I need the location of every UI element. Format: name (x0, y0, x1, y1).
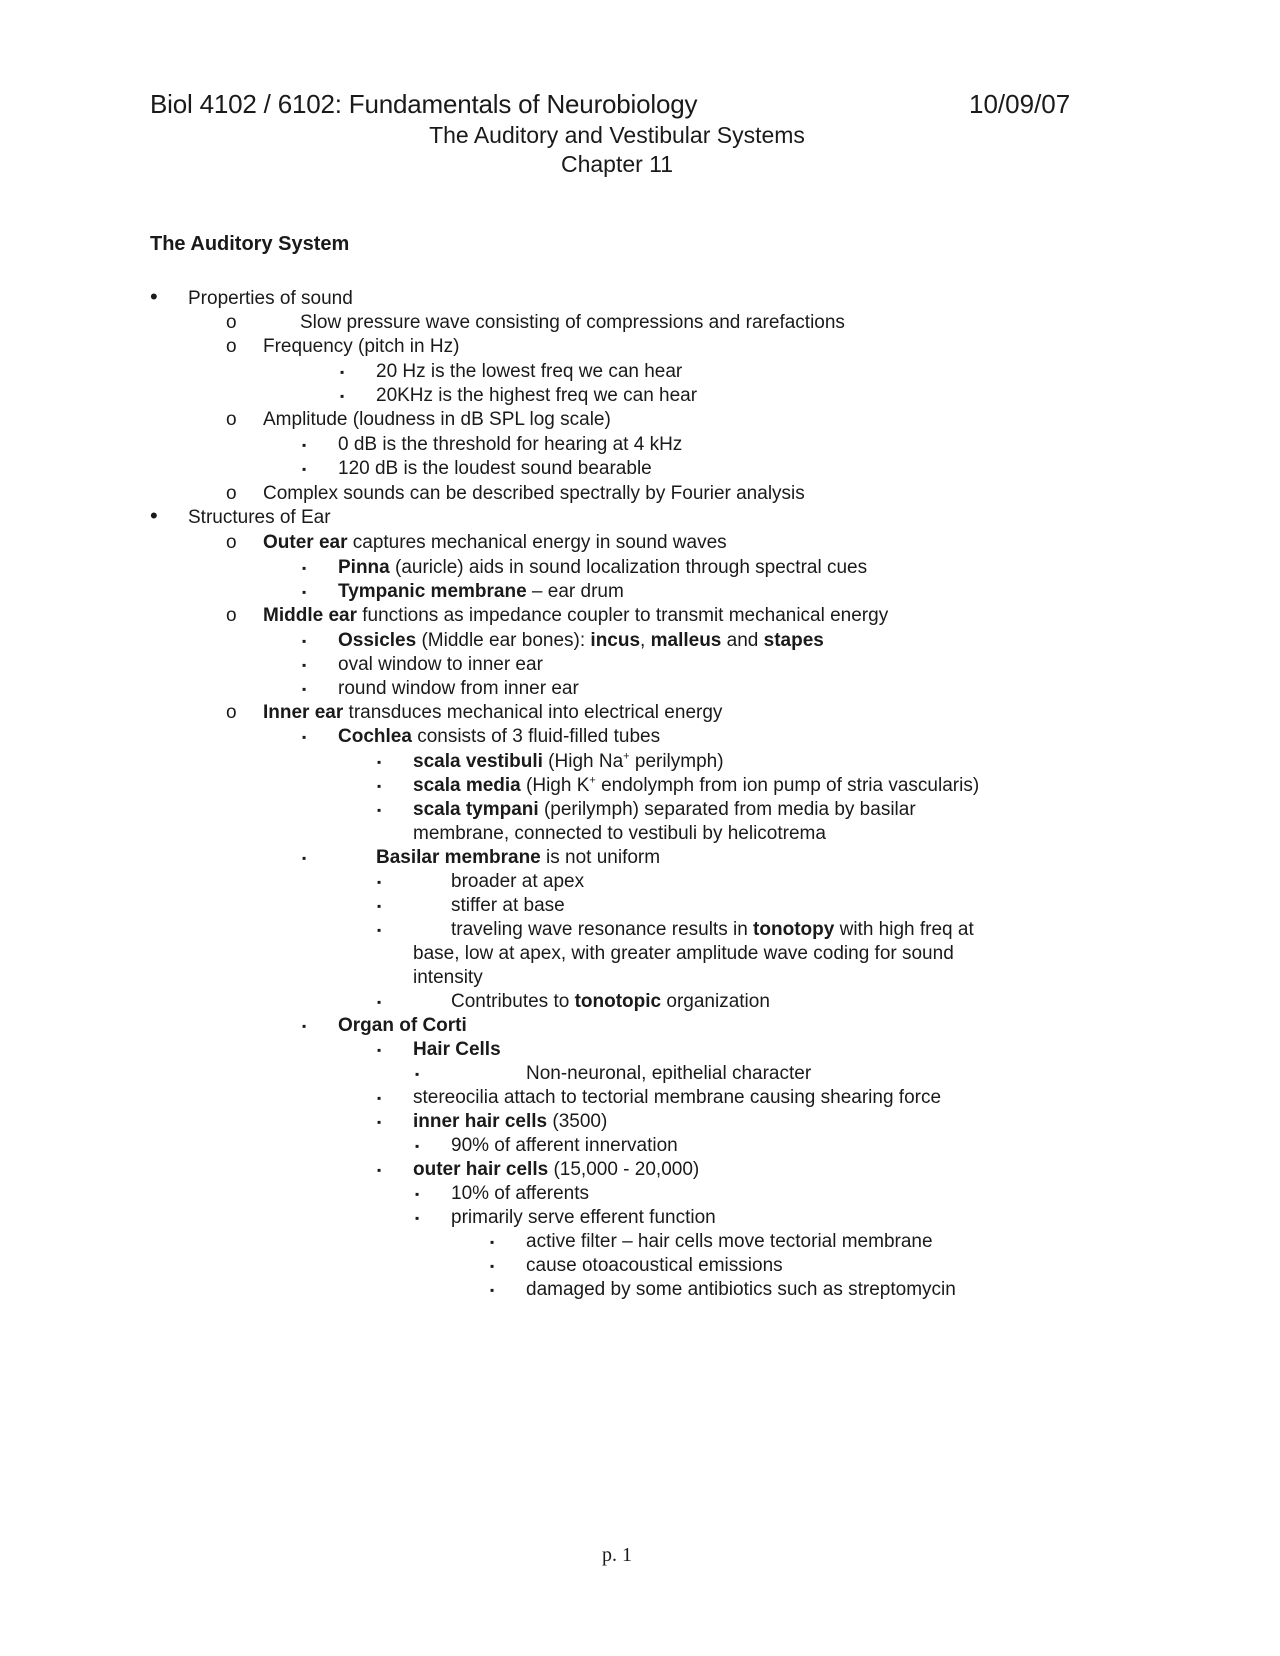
list-item: 20KHz is the highest freq we can hear (376, 385, 698, 406)
term: Inner ear (263, 702, 344, 723)
text: perilymph) (629, 751, 724, 772)
list-item: Frequency (pitch in Hz) (263, 336, 460, 357)
square-marker: ▪ (377, 875, 382, 889)
square-marker: ▪ (490, 1235, 495, 1249)
square-marker: ▪ (377, 995, 382, 1009)
list-item (451, 918, 974, 942)
square-marker: ▪ (377, 1163, 382, 1177)
square-marker: ▪ (377, 803, 382, 817)
text: transduces mechanical into electrical energy (343, 702, 723, 723)
list-item (413, 774, 979, 798)
superscript: + (623, 750, 630, 763)
list-item-continuation: intensity (413, 967, 483, 988)
square-marker: ▪ (302, 1019, 307, 1033)
text: with high freq at (834, 919, 974, 940)
chapter-label: Chapter 11 (560, 151, 674, 177)
square-marker: ▪ (415, 1139, 420, 1153)
term: Middle ear (263, 605, 357, 626)
square-marker: ▪ (302, 634, 307, 648)
square-marker: ▪ (302, 851, 307, 865)
list-item: Non-neuronal, epithelial character (526, 1063, 812, 1084)
list-item: Properties of sound (188, 288, 353, 309)
square-marker: ▪ (377, 755, 382, 769)
text: traveling wave resonance results in (451, 919, 754, 940)
square-marker: ▪ (415, 1187, 420, 1201)
term: Basilar membrane (376, 847, 541, 868)
term: scala tympani (413, 799, 539, 820)
circle-marker: o (226, 336, 237, 357)
document-date: 10/09/07 (969, 89, 1071, 119)
term: malleus (650, 630, 722, 651)
square-marker: ▪ (377, 899, 382, 913)
square-marker: ▪ (377, 1043, 382, 1057)
text: organization (661, 991, 770, 1012)
square-marker: ▪ (340, 389, 345, 403)
list-item: active filter – hair cells move tectorial membrane (526, 1231, 933, 1252)
text: functions as impedance coupler to transmit mechanical energy (356, 605, 889, 626)
square-marker: ▪ (302, 682, 307, 696)
square-marker: ▪ (302, 585, 307, 599)
text: (auricle) aids in sound localization through spectral cues (389, 557, 868, 578)
term: Organ of Corti (338, 1015, 467, 1036)
list-item: primarily serve efferent function (451, 1207, 716, 1228)
term: outer hair cells (413, 1159, 549, 1180)
term: scala vestibuli (413, 751, 543, 772)
circle-marker: o (226, 312, 237, 333)
list-item: Slow pressure wave consisting of compressions and rarefactions (300, 312, 845, 333)
list-item: Structures of Ear (188, 507, 331, 528)
term: Cochlea (338, 726, 412, 747)
list-item (413, 1158, 699, 1182)
list-item (376, 846, 660, 870)
square-marker: ▪ (302, 658, 307, 672)
bullet-marker: • (150, 503, 158, 528)
square-marker: ▪ (302, 462, 307, 476)
term: scala media (413, 775, 521, 796)
square-marker: ▪ (302, 730, 307, 744)
circle-marker: o (226, 532, 237, 553)
list-item: round window from inner ear (338, 678, 579, 699)
list-item: stiffer at base (451, 895, 565, 916)
list-item (413, 1038, 501, 1062)
list-item: 20 Hz is the lowest freq we can hear (376, 361, 683, 382)
list-item (263, 531, 727, 555)
list-item (413, 750, 724, 774)
text: is not uniform (540, 847, 661, 868)
list-item: oval window to inner ear (338, 654, 543, 675)
text: captures mechanical energy in sound waves (347, 532, 727, 553)
text: (3500) (547, 1111, 608, 1132)
square-marker: ▪ (377, 1091, 382, 1105)
list-item: Amplitude (loudness in dB SPL log scale) (263, 409, 611, 430)
term: stapes (763, 630, 824, 651)
list-item (413, 798, 916, 822)
term: Outer ear (263, 532, 348, 553)
list-item (338, 725, 660, 749)
list-item-continuation: membrane, connected to vestibuli by helicotrema (413, 823, 826, 844)
term: tonotopy (753, 919, 835, 940)
text: endolymph from ion pump of stria vascularis) (595, 775, 980, 796)
square-marker: ▪ (377, 779, 382, 793)
list-item (338, 580, 624, 604)
document-subtitle: The Auditory and Vestibular Systems (429, 122, 805, 148)
square-marker: ▪ (490, 1259, 495, 1273)
list-item (338, 1014, 467, 1038)
term: inner hair cells (413, 1111, 548, 1132)
list-item: stereocilia attach to tectorial membrane causing shearing force (413, 1087, 942, 1108)
list-item: 0 dB is the threshold for hearing at 4 kHz (338, 434, 683, 455)
list-item-continuation: base, low at apex, with greater amplitude wave coding for sound (413, 943, 954, 964)
list-item: 10% of afferents (451, 1183, 590, 1204)
text: , (640, 630, 651, 651)
text: (Middle ear bones): (416, 630, 591, 651)
term: Hair Cells (413, 1039, 501, 1060)
page-number: p. 1 (602, 1544, 632, 1566)
list-item (263, 701, 722, 725)
square-marker: ▪ (302, 438, 307, 452)
list-item (263, 604, 888, 628)
circle-marker: o (226, 605, 237, 626)
list-item: cause otoacoustical emissions (526, 1255, 783, 1276)
list-item: 120 dB is the loudest sound bearable (338, 458, 652, 479)
term: Tympanic membrane (338, 581, 527, 602)
list-item (338, 556, 867, 580)
section-heading: The Auditory System (150, 233, 350, 255)
list-item (413, 1110, 607, 1134)
list-item: broader at apex (451, 871, 585, 892)
text: and (721, 630, 764, 651)
square-marker: ▪ (340, 365, 345, 379)
text: (High K (520, 775, 590, 796)
square-marker: ▪ (415, 1067, 420, 1081)
text: (High Na (542, 751, 624, 772)
list-item (338, 629, 824, 653)
square-marker: ▪ (415, 1211, 420, 1225)
circle-marker: o (226, 483, 237, 504)
text: – ear drum (526, 581, 624, 602)
square-marker: ▪ (302, 561, 307, 575)
term: Pinna (338, 557, 390, 578)
square-marker: ▪ (377, 1115, 382, 1129)
text: (15,000 - 20,000) (548, 1159, 700, 1180)
term: Ossicles (338, 630, 417, 651)
bullet-marker: • (150, 284, 158, 309)
list-item (451, 990, 770, 1014)
list-item: damaged by some antibiotics such as streptomycin (526, 1279, 956, 1300)
course-title: Biol 4102 / 6102: Fundamentals of Neurobiology (150, 89, 698, 119)
text: consists of 3 fluid-filled tubes (411, 726, 661, 747)
text: (perilymph) separated from media by basilar (538, 799, 916, 820)
superscript: + (589, 774, 596, 787)
square-marker: ▪ (490, 1283, 495, 1297)
circle-marker: o (226, 702, 237, 723)
text: Contributes to (451, 991, 575, 1012)
term: incus (590, 630, 641, 651)
square-marker: ▪ (377, 923, 382, 937)
term: tonotopic (574, 991, 662, 1012)
list-item: 90% of afferent innervation (451, 1135, 678, 1156)
list-item: Complex sounds can be described spectrally by Fourier analysis (263, 483, 805, 504)
circle-marker: o (226, 409, 237, 430)
